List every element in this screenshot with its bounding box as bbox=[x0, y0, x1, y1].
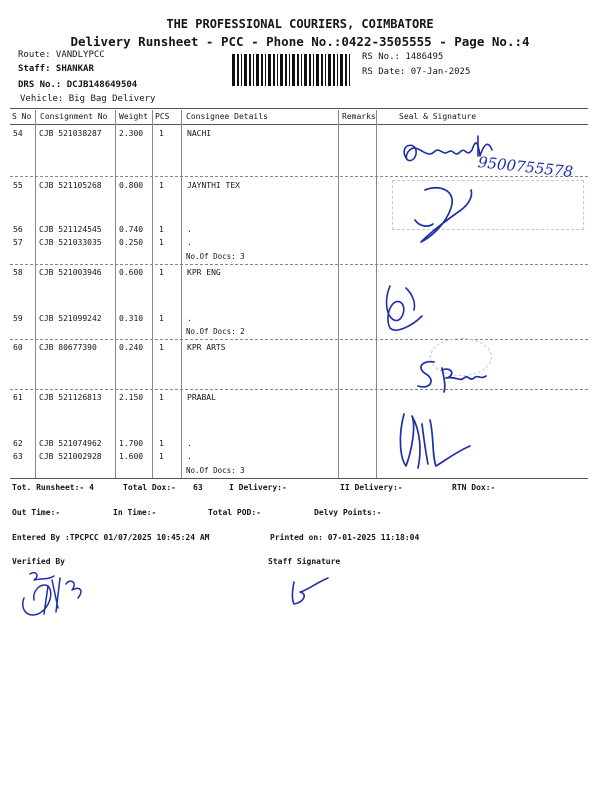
row-pcs: 1 bbox=[159, 439, 164, 448]
row-weight: 0.600 bbox=[119, 268, 144, 277]
i-delivery: I Delivery:- bbox=[229, 483, 287, 492]
row-consignment: CJB 521002928 bbox=[39, 452, 102, 461]
row-consignee: . bbox=[187, 452, 192, 461]
ii-delivery: II Delivery:- bbox=[340, 483, 403, 492]
row-consignee: . bbox=[187, 439, 192, 448]
row-sno: 57 bbox=[13, 238, 23, 247]
row-pcs: 1 bbox=[159, 343, 164, 352]
row-consignee: NACHI bbox=[187, 129, 212, 138]
handwritten-signature bbox=[376, 276, 436, 338]
verified-by-label: Verified By bbox=[12, 557, 65, 566]
row-consignee: . bbox=[187, 225, 192, 234]
runsheet-subtitle: Delivery Runsheet - PCC - Phone No.:0422-3505555 - Page No.:4 bbox=[70, 34, 530, 49]
row-sno: 55 bbox=[13, 181, 23, 190]
handwritten-signature bbox=[392, 406, 482, 478]
row-weight: 1.600 bbox=[119, 452, 144, 461]
row-consignment: CJB 521074962 bbox=[39, 439, 102, 448]
row-weight: 0.240 bbox=[119, 343, 144, 352]
printed-on: Printed on: 07-01-2025 11:18:04 bbox=[270, 533, 420, 542]
col-header-seal: Seal & Signature bbox=[399, 112, 477, 121]
row-sno: 59 bbox=[13, 314, 23, 323]
route-label: Route: VANDLYPCC bbox=[18, 50, 105, 60]
row-consignment: CJB 521099242 bbox=[39, 314, 102, 323]
row-consignee: . bbox=[187, 314, 192, 323]
row-pcs: 1 bbox=[159, 452, 164, 461]
staff-label: Staff: SHANKAR bbox=[18, 64, 94, 74]
row-consignee: JAYNTHI TEX bbox=[187, 181, 240, 190]
rs-date: RS Date: 07-Jan-2025 bbox=[362, 67, 471, 77]
total-dox-label: Total Dox:- bbox=[123, 483, 176, 492]
row-pcs: 1 bbox=[159, 225, 164, 234]
row-sno: 58 bbox=[13, 268, 23, 277]
row-pcs: 1 bbox=[159, 314, 164, 323]
row-pcs: 1 bbox=[159, 268, 164, 277]
row-consignment: CJB 521124545 bbox=[39, 225, 102, 234]
row-weight: 0.250 bbox=[119, 238, 144, 247]
row-sno: 63 bbox=[13, 452, 23, 461]
row-consignee: . bbox=[187, 238, 192, 247]
col-header-weight: Weight bbox=[119, 112, 148, 121]
row-weight: 0.740 bbox=[119, 225, 144, 234]
row-consignee: KPR ENG bbox=[187, 268, 221, 277]
row-sno: 60 bbox=[13, 343, 23, 352]
row-sno: 62 bbox=[13, 439, 23, 448]
total-dox-value: 63 bbox=[193, 483, 203, 492]
in-time: In Time:- bbox=[113, 508, 157, 517]
row-consignee: PRABAL bbox=[187, 393, 216, 402]
row-consignment: CJB 521038287 bbox=[39, 129, 102, 138]
delvy-points: Delvy Points:- bbox=[314, 508, 382, 517]
row-weight: 2.150 bbox=[119, 393, 144, 402]
handwritten-phone: 9500755578 bbox=[477, 153, 574, 181]
row-sno: 56 bbox=[13, 225, 23, 234]
row-weight: 0.310 bbox=[119, 314, 144, 323]
tot-runsheet: Tot. Runsheet:- 4 bbox=[12, 483, 94, 492]
col-header-remarks: Remarks bbox=[342, 112, 376, 121]
row-pcs: 1 bbox=[159, 238, 164, 247]
row-weight: 0.800 bbox=[119, 181, 144, 190]
staff-signature-mark bbox=[284, 574, 334, 608]
col-header-consignment: Consignment No bbox=[40, 112, 108, 121]
doc-count: No.Of Docs: 2 bbox=[186, 327, 245, 336]
company-name: THE PROFESSIONAL COURIERS, COIMBATORE bbox=[166, 17, 434, 31]
handwritten-signature bbox=[405, 180, 485, 250]
handwritten-signature bbox=[412, 358, 492, 394]
staff-signature-label: Staff Signature bbox=[268, 557, 341, 566]
rtn-dox: RTN Dox:- bbox=[452, 483, 496, 492]
row-pcs: 1 bbox=[159, 181, 164, 190]
col-header-pcs: PCS bbox=[155, 112, 170, 121]
total-pod: Total POD:- bbox=[208, 508, 261, 517]
drs-number: DRS No.: DCJB148649504 bbox=[18, 80, 138, 90]
row-consignment: CJB 521126813 bbox=[39, 393, 102, 402]
row-weight: 1.700 bbox=[119, 439, 144, 448]
col-header-consignee: Consignee Details bbox=[186, 112, 268, 121]
vehicle-label: Vehicle: Big Bag Delivery bbox=[20, 94, 156, 104]
row-consignee: KPR ARTS bbox=[187, 343, 226, 352]
doc-count: No.Of Docs: 3 bbox=[186, 466, 245, 475]
row-pcs: 1 bbox=[159, 129, 164, 138]
verified-by-signature bbox=[14, 568, 98, 626]
row-consignment: CJB 521003946 bbox=[39, 268, 102, 277]
row-weight: 2.300 bbox=[119, 129, 144, 138]
row-consignment: CJB 521105268 bbox=[39, 181, 102, 190]
row-consignment: CJB 80677390 bbox=[39, 343, 97, 352]
row-pcs: 1 bbox=[159, 393, 164, 402]
out-time: Out Time:- bbox=[12, 508, 61, 517]
entered-by: Entered By :TPCPCC 01/07/2025 10:45:24 AM bbox=[12, 533, 210, 542]
row-consignment: CJB 521033035 bbox=[39, 238, 102, 247]
doc-count: No.Of Docs: 3 bbox=[186, 252, 245, 261]
row-sno: 54 bbox=[13, 129, 23, 138]
barcode bbox=[232, 54, 352, 86]
row-sno: 61 bbox=[13, 393, 23, 402]
col-header-sno: S No bbox=[12, 112, 32, 121]
rs-number: RS No.: 1486495 bbox=[362, 52, 444, 62]
